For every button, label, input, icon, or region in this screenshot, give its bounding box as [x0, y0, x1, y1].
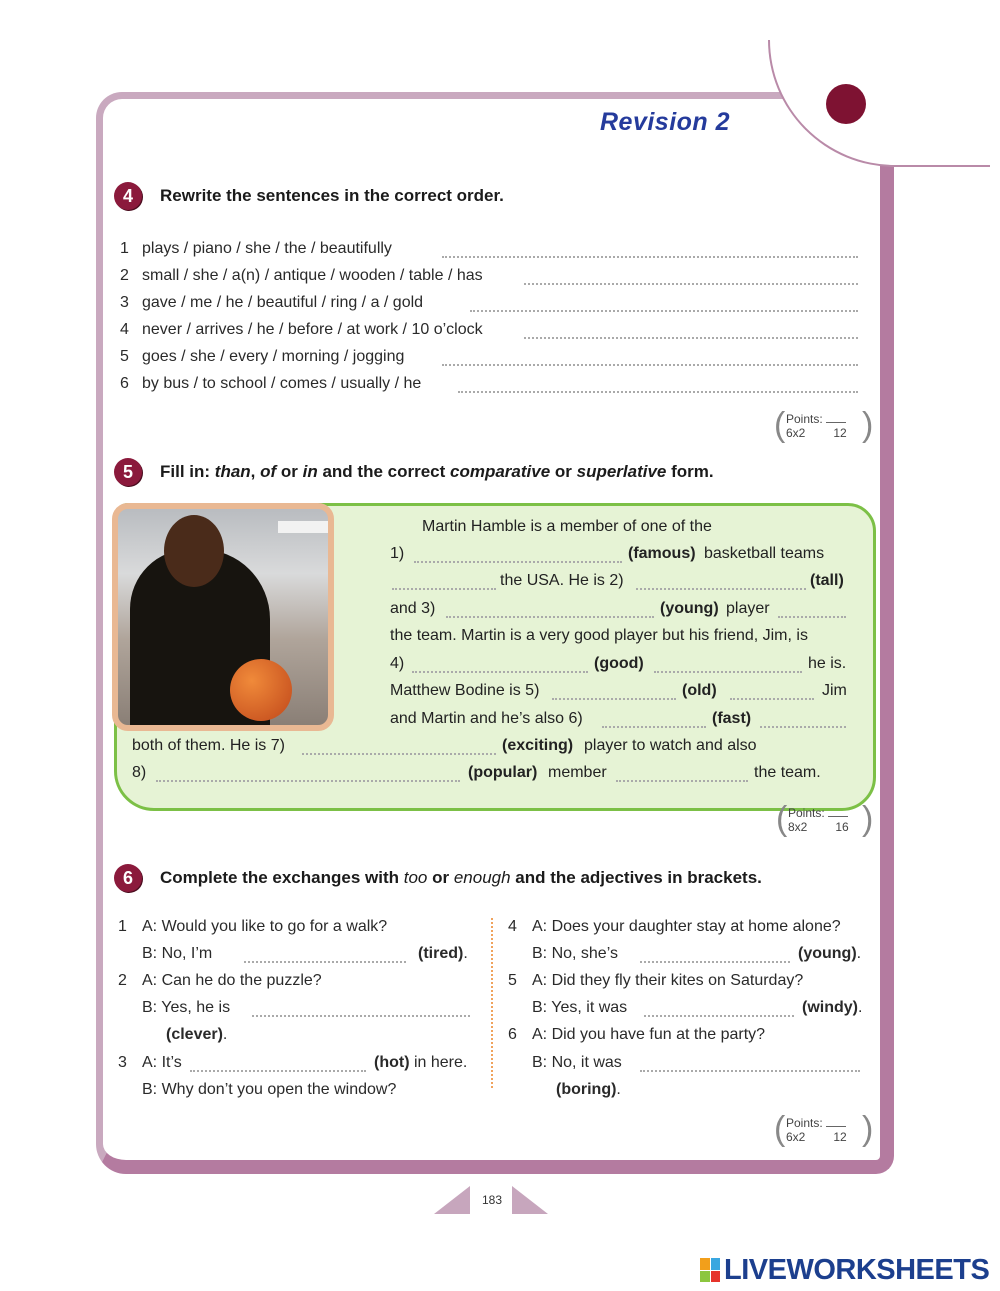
item-number: 2 — [118, 972, 127, 989]
adjective: (tired). — [418, 945, 468, 962]
speaker-a-line: A: Does your daughter stay at home alone? — [532, 918, 841, 935]
speaker-a-line: A: Did they fly their kites on Saturday? — [532, 972, 804, 989]
answer-blank[interactable] — [244, 961, 406, 963]
page-title: Revision 2 — [600, 108, 731, 136]
points-box-ex6: ( Points: 6x2 12 ) — [774, 1110, 874, 1148]
exercise-4-badge: 4 — [114, 182, 142, 210]
page-tab-right — [512, 1186, 548, 1214]
list-item-text: gave / me / he / beautiful / ring / a / gold — [142, 294, 424, 311]
speaker-a-line: A: Would you like to go for a walk? — [142, 918, 388, 935]
points-box-ex4: ( Points: 6x2 12 ) — [774, 406, 874, 444]
item-number: 3 — [118, 1054, 127, 1071]
adjective: (hot) in here. — [374, 1054, 468, 1071]
answer-blank[interactable] — [252, 1015, 470, 1017]
text-line: (popular) — [468, 764, 538, 781]
text-line: the team. Martin is a very good player but his friend, Jim, is — [390, 627, 808, 644]
blank-prep-2[interactable] — [778, 616, 846, 618]
blank-1[interactable] — [414, 561, 622, 563]
points-box-ex5: ( Points: 8x2 16 ) — [776, 800, 874, 838]
blank-4[interactable] — [412, 671, 588, 673]
list-item-text: small / she / a(n) / antique / wooden / table / has — [142, 267, 483, 284]
text-line: member — [548, 764, 607, 781]
answer-blank[interactable] — [458, 391, 858, 393]
answer-blank[interactable] — [524, 337, 858, 339]
list-item-number: 2 — [120, 267, 129, 284]
text-line: Jim — [822, 682, 847, 699]
blank-3[interactable] — [446, 616, 654, 618]
blank-than-2[interactable] — [730, 698, 814, 700]
text-line: (old) — [682, 682, 717, 699]
exercise-4-instruction: Rewrite the sentences in the correct order. — [160, 186, 504, 205]
list-item-text: goes / she / every / morning / jogging — [142, 348, 405, 365]
text-line: and Martin and he’s also 6) — [390, 710, 583, 727]
text-line: (good) — [594, 655, 644, 672]
blank-than-3[interactable] — [760, 726, 846, 728]
liveworksheets-logo-icon — [700, 1258, 720, 1282]
text-line: 4) — [390, 655, 405, 672]
speaker-b-line: B: No, she’s — [532, 945, 618, 962]
blank-8[interactable] — [156, 780, 460, 782]
text-line: basketball teams — [704, 545, 825, 562]
speaker-b-line: B: No, it was — [532, 1054, 622, 1071]
text-line: he is. — [808, 655, 847, 672]
item-number: 1 — [118, 918, 127, 935]
list-item-text: by bus / to school / comes / usually / he — [142, 375, 422, 392]
adjective: (young). — [798, 945, 862, 962]
exercise-6-badge: 6 — [114, 864, 142, 892]
blank-2[interactable] — [636, 588, 806, 590]
item-number: 4 — [508, 918, 517, 935]
speaker-b-line: B: Yes, he is — [142, 999, 231, 1016]
text-line: both of them. He is 7) — [132, 737, 285, 754]
text-line: (tall) — [810, 572, 844, 589]
speaker-b-line: B: No, I’m — [142, 945, 213, 962]
adjective: (clever). — [166, 1026, 228, 1043]
text-line: Martin Hamble is a member of one of the — [422, 518, 712, 535]
answer-blank[interactable] — [524, 283, 858, 285]
blank-prep-1[interactable] — [392, 588, 496, 590]
answer-blank[interactable] — [442, 364, 858, 366]
answer-blank[interactable] — [470, 310, 858, 312]
speaker-a-line: A: Did you have fun at the party? — [532, 1026, 766, 1043]
page-number: 183 — [482, 1193, 503, 1207]
text-line: (fast) — [712, 710, 752, 727]
blank-than-1[interactable] — [654, 671, 802, 673]
liveworksheets-logo[interactable]: LIVEWORKSHEETS — [724, 1254, 990, 1286]
item-number: 5 — [508, 972, 517, 989]
blank-6[interactable] — [602, 726, 706, 728]
answer-blank[interactable] — [190, 1070, 366, 1072]
corner-dot — [826, 84, 866, 124]
text-line: the team. — [754, 764, 821, 781]
list-item-number: 5 — [120, 348, 129, 365]
text-line: the USA. He is 2) — [500, 572, 624, 589]
answer-blank[interactable] — [640, 961, 790, 963]
exercise-5-badge: 5 — [114, 458, 142, 486]
basketball-player-photo — [112, 503, 334, 731]
text-line: player — [726, 600, 770, 617]
text-line: (exciting) — [502, 737, 574, 754]
answer-blank[interactable] — [640, 1070, 860, 1072]
speaker-a-line: A: It’s — [142, 1054, 182, 1071]
text-line: (young) — [660, 600, 719, 617]
text-line: and 3) — [390, 600, 436, 617]
list-item-text: never / arrives / he / before / at work / 10 o’clock — [142, 321, 483, 338]
page-tab-left — [434, 1186, 470, 1214]
item-number: 6 — [508, 1026, 517, 1043]
exercise-5-instruction: Fill in: than, of or in and the correct comparative or superlative form. — [160, 462, 714, 481]
blank-5[interactable] — [552, 698, 676, 700]
speaker-a-line: A: Can he do the puzzle? — [142, 972, 322, 989]
blank-7[interactable] — [302, 753, 496, 755]
text-line: player to watch and also — [584, 737, 757, 754]
speaker-b-line: B: Why don’t you open the window? — [142, 1081, 397, 1098]
adjective: (boring). — [556, 1081, 621, 1098]
adjective: (windy). — [802, 999, 863, 1016]
list-item-number: 1 — [120, 240, 129, 257]
text-line: 1) — [390, 545, 405, 562]
list-item-number: 6 — [120, 375, 129, 392]
answer-blank[interactable] — [442, 256, 858, 258]
list-item-number: 4 — [120, 321, 129, 338]
answer-blank[interactable] — [644, 1015, 794, 1017]
text-line: Matthew Bodine is 5) — [390, 682, 540, 699]
list-item-number: 3 — [120, 294, 129, 311]
text-line: (famous) — [628, 545, 696, 562]
speaker-b-line: B: Yes, it was — [532, 999, 628, 1016]
column-divider — [491, 918, 493, 1088]
text-line: 8) — [132, 764, 147, 781]
list-item-text: plays / piano / she / the / beautifully — [142, 240, 392, 257]
exercise-6-instruction: Complete the exchanges with too or enough and the adjectives in brackets. — [160, 868, 762, 887]
blank-prep-3[interactable] — [616, 780, 748, 782]
